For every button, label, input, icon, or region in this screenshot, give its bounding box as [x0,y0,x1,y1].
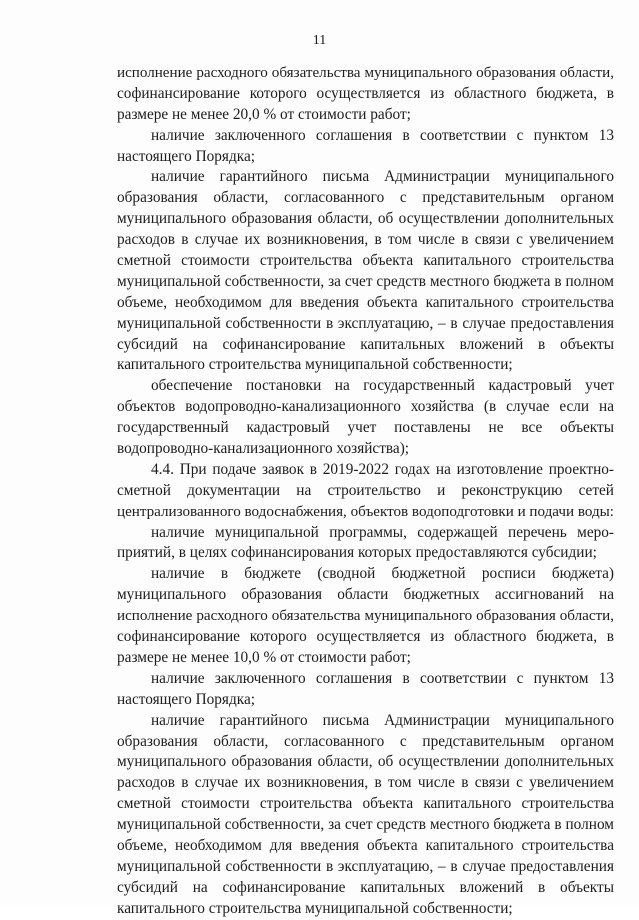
text-line: субсидий на софинансирование капитальных вложений в объекты [117,878,614,896]
text-line: наличие в бюджете (сводной бюджетной росписи бюджета) [151,565,614,583]
text-line: обеспечение постановки на государственный кадастровый учет [151,377,614,395]
text-line: капитального строительства муниципальной собственности; [117,899,513,917]
text-line: 4.4. При подаче заявок в 2019-2022 годах на изготовление проектно- [151,460,614,478]
text-line: образования области, согласованного с представительным органом [117,732,614,750]
text-line: настоящего Порядка; [117,690,255,708]
text-line: размере не менее 20,0 % от стоимости работ; [117,105,411,123]
page-number: 11 [312,33,327,48]
text-line: исполнение расходного обязательства муниципального образования области, [117,608,614,625]
text-line: наличие заключенного соглашения в соответствии с пунктом 13 [151,126,614,144]
text-line: объеме, необходимом для введения объекта капитального строительства [117,836,614,854]
text-line: расходов в случае их возникновения, в том числе в связи с увеличением [117,231,614,249]
text-line: приятий, в целях софинансирования которых предоставляются субсидии; [117,544,597,562]
text-line: объеме, необходимом для введения объекта капитального строительства [117,293,614,311]
text-line: образования области, согласованного с представительным органом [117,189,614,207]
text-line: муниципального образования области бюджетных ассигнований на [117,586,614,604]
body-text [117,63,614,920]
text-line: муниципальной собственности, за счет средств местного бюджета в полном [117,816,614,834]
text-line: муниципальной собственности в эксплуатацию, – в случае предоставления [117,314,614,332]
text-line: настоящего Порядка; [117,147,255,165]
text-line: софинансирование которого осуществляется из областного бюджета, в [117,84,614,102]
text-line: муниципальной собственности, за счет средств местного бюджета в полном [117,272,614,290]
text-line: субсидий на софинансирование капитальных вложений в объекты [117,335,614,353]
text-line: муниципальной собственности в эксплуатацию, – в случае предоставления [117,857,614,875]
text-line: объектов водопроводно-канализационного хозяйства (в случае если на [117,398,614,416]
text-line: наличие гарантийного письма Администрации муниципального [151,168,614,186]
text-line: муниципального образования области, об осуществлении дополнительных [117,753,614,771]
text-line: сметной стоимости строительства объекта капитального строительства [117,795,614,813]
text-line: размере не менее 10,0 % от стоимости работ; [117,648,411,666]
text-line: сметной документации на строительство и реконструкцию сетей [117,481,614,499]
text-line: исполнение расходного обязательства муниципального образования области, [117,65,614,81]
text-line: наличие муниципальной программы, содержащей перечень меро- [151,523,614,541]
text-line: централизованного водоснабжения, объектов водоподготовки и подачи воды: [117,503,614,520]
text-line: софинансирование которого осуществляется из областного бюджета, в [117,628,614,646]
text-line: наличие гарантийного письма Администрации муниципального [151,711,614,729]
text-line: капитального строительства муниципальной собственности; [117,356,513,374]
text-line: государственный кадастровый учет поставлены не все объекты [117,419,614,437]
text-line: сметной стоимости строительства объекта капитального строительства [117,252,614,270]
text-line: наличие заключенного соглашения в соответствии с пунктом 13 [151,669,614,687]
text-line: муниципального образования области, об осуществлении дополнительных [117,210,614,228]
text-line: водопроводно-канализационного хозяйства); [117,440,410,458]
text-line: расходов в случае их возникновения, в том числе в связи с увеличением [117,774,614,792]
